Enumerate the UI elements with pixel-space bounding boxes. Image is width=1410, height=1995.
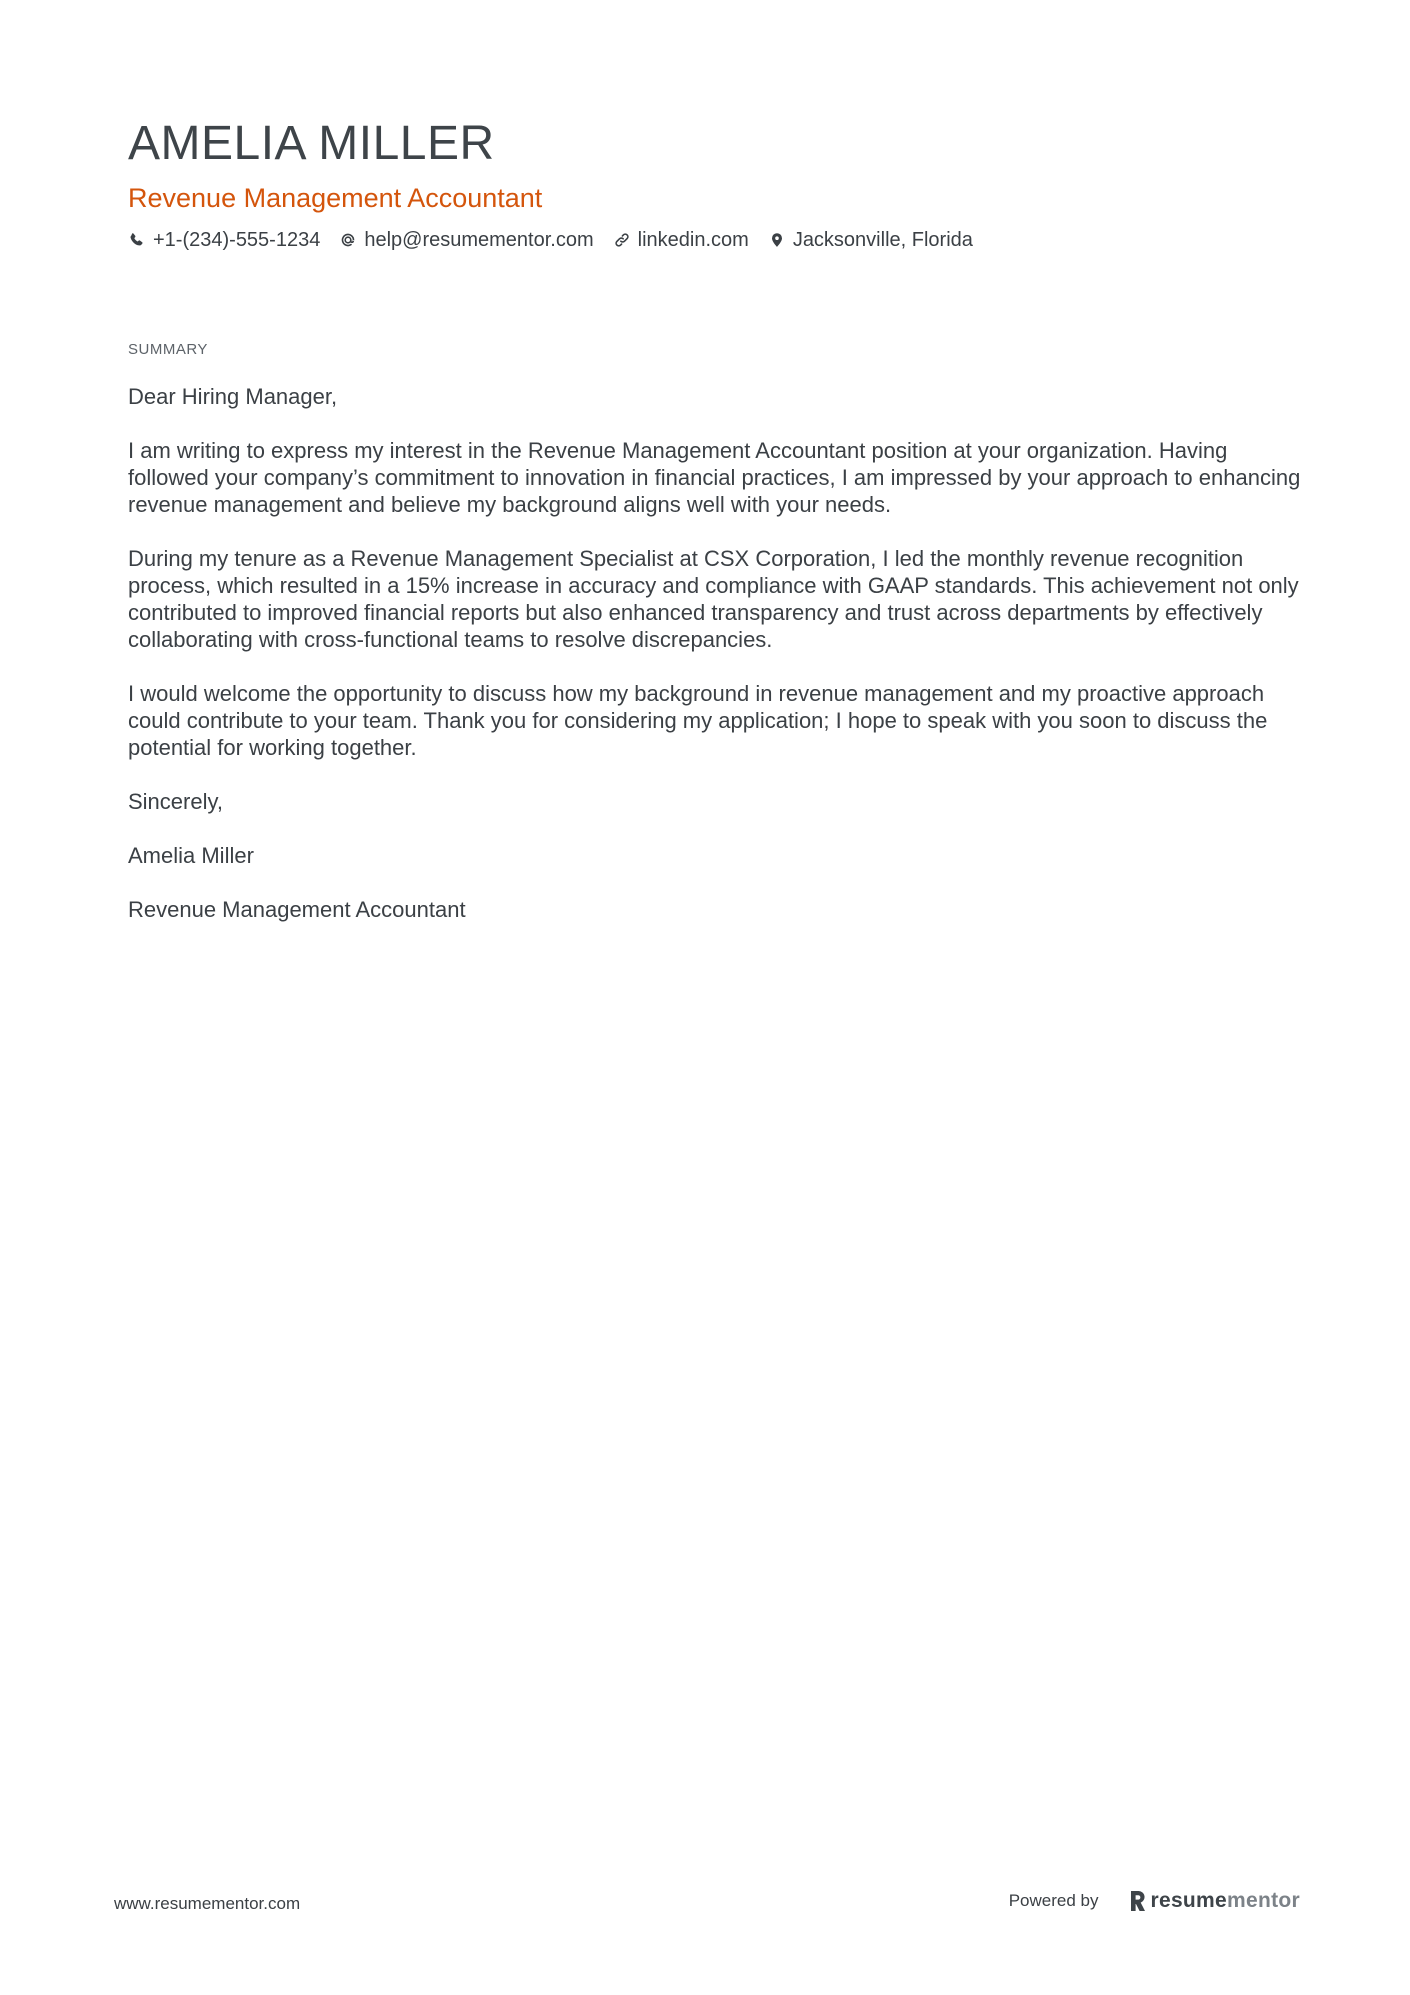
salutation: Dear Hiring Manager, — [128, 384, 338, 409]
letter-body — [128, 383, 1308, 950]
contact-phone-text: +1-(234)-555-1234 — [153, 229, 321, 251]
candidate-role: Revenue Management Accountant — [128, 183, 543, 213]
summary-heading: SUMMARY — [128, 341, 208, 358]
contact-phone[interactable] — [128, 226, 320, 254]
footer-website-link[interactable]: www.resumementor.com — [114, 1894, 301, 1913]
letter-paragraph: I would welcome the opportunity to discuss how my background in revenue management and my proactive approach could contribute to your team. Thank you for considering my application; I hope to speak with you soon to discuss the potential for working together. — [128, 681, 1268, 760]
contact-linkedin-text: linkedin.com — [637, 229, 749, 251]
contact-email[interactable] — [339, 226, 593, 254]
closing: Sincerely, — [128, 789, 223, 814]
resumementor-logo-icon — [1129, 1890, 1147, 1912]
contact-location-text: Jacksonville, Florida — [792, 229, 973, 251]
powered-by-label: Powered by — [1008, 1891, 1099, 1910]
footer-branding — [1009, 1889, 1300, 1913]
link-icon — [613, 231, 631, 249]
location-pin-icon — [768, 231, 786, 249]
signature-role: Revenue Management Accountant — [128, 897, 466, 922]
contact-bar — [128, 226, 992, 254]
phone-icon — [128, 231, 146, 249]
candidate-name: AMELIA MILLER — [128, 117, 495, 170]
contact-linkedin[interactable] — [613, 226, 749, 254]
letter-paragraph: During my tenure as a Revenue Management Specialist at CSX Corporation, I led the monthly revenue recognition process, which resulted in a 15% increase in accuracy and compliance with GAAP standards. This achievement not only contributed to improved financial reports but also enhanced transparency and trust across departments by effectively collaborating with cross-functional teams to resolve discrepancies. — [128, 546, 1299, 652]
contact-location — [768, 226, 973, 254]
signature-name: Amelia Miller — [128, 843, 254, 868]
letter-paragraph: I am writing to express my interest in the Revenue Management Accountant position at your organization. Having followed your company’s commitment to innovation in financial practices, I am impressed by your approach to enhancing revenue management and believe my background aligns well with your needs. — [128, 438, 1301, 517]
logo-text-part2: mentor — [1227, 1889, 1300, 1912]
contact-email-text: help@resumementor.com — [364, 229, 594, 251]
resumementor-logo[interactable] — [1129, 1889, 1301, 1913]
logo-text-part1: resume — [1150, 1889, 1228, 1912]
at-icon — [339, 231, 357, 249]
